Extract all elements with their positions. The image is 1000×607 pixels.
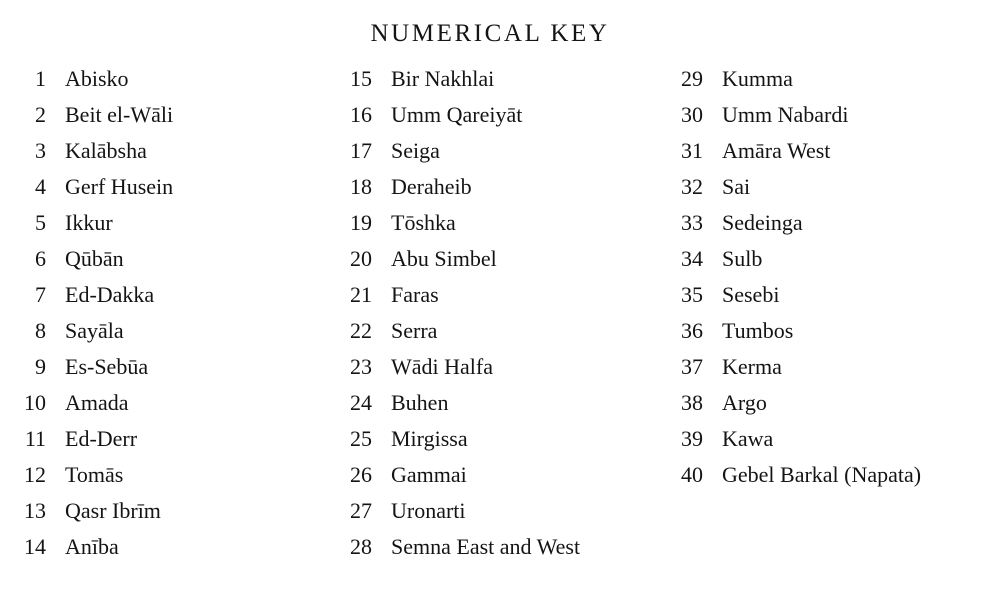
key-entry [326, 61, 580, 97]
entry-number: 17 [350, 138, 372, 163]
entry-site-name: Deraheib [391, 174, 472, 199]
entry-number: 40 [681, 462, 703, 487]
key-column-1 [0, 61, 173, 565]
entry-number: 18 [350, 174, 372, 199]
key-entry [657, 205, 921, 241]
key-entry [326, 457, 580, 493]
entry-site-name: Tōshka [391, 210, 456, 235]
entry-number: 32 [681, 174, 703, 199]
key-entry [0, 61, 173, 97]
entry-site-name: Serra [391, 318, 438, 343]
entry-number: 19 [350, 210, 372, 235]
key-entry [0, 493, 173, 529]
entry-number: 26 [350, 462, 372, 487]
entry-number: 15 [350, 66, 372, 91]
entry-number: 12 [24, 462, 46, 487]
key-entry [657, 385, 921, 421]
entry-number: 6 [35, 246, 46, 271]
entry-number: 28 [350, 534, 372, 559]
key-entry [0, 313, 173, 349]
entry-site-name: Sai [722, 174, 751, 199]
key-entry [326, 421, 580, 457]
entry-number: 10 [24, 390, 46, 415]
entry-site-name: Kerma [722, 354, 782, 379]
entry-number: 3 [35, 138, 46, 163]
key-entry [0, 457, 173, 493]
key-entry [0, 529, 173, 565]
key-entry [0, 241, 173, 277]
entry-number: 23 [350, 354, 372, 379]
entry-number: 37 [681, 354, 703, 379]
entry-site-name: Gerf Husein [65, 174, 174, 199]
entry-number: 11 [24, 426, 46, 451]
entry-number: 20 [350, 246, 372, 271]
entry-site-name: Umm Qareiyāt [391, 102, 523, 127]
entry-number: 39 [681, 426, 703, 451]
entry-number: 9 [35, 354, 46, 379]
key-entry [326, 169, 580, 205]
entry-number: 22 [350, 318, 372, 343]
entry-site-name: Wādi Halfa [391, 354, 493, 379]
key-column-2 [326, 61, 580, 565]
entry-site-name: Abu Simbel [391, 246, 497, 271]
page-title: NUMERICAL KEY [370, 20, 610, 47]
entry-site-name: Amāra West [722, 138, 831, 163]
key-entry [0, 277, 173, 313]
entry-number: 16 [350, 102, 372, 127]
entry-site-name: Sulb [722, 246, 763, 271]
key-entry [326, 529, 580, 565]
key-entry [0, 385, 173, 421]
entry-number: 33 [681, 210, 703, 235]
entry-site-name: Sedeinga [722, 210, 803, 235]
key-entry [0, 133, 173, 169]
entry-number: 13 [24, 498, 46, 523]
entry-site-name: Ed-Derr [65, 426, 138, 451]
entry-site-name: Abisko [65, 66, 129, 91]
entry-site-name: Qasr Ibrīm [65, 498, 161, 523]
entry-site-name: Mirgissa [391, 426, 468, 451]
entry-site-name: Gebel Barkal (Napata) [722, 462, 922, 487]
key-entry [326, 385, 580, 421]
key-entry [326, 493, 580, 529]
entry-number: 35 [681, 282, 703, 307]
entry-site-name: Amada [65, 390, 129, 415]
entry-number: 34 [681, 246, 703, 271]
key-entry [657, 313, 921, 349]
entry-number: 21 [350, 282, 372, 307]
entry-number: 25 [350, 426, 372, 451]
entry-site-name: Kawa [722, 426, 774, 451]
key-entry [326, 277, 580, 313]
entry-site-name: Ikkur [65, 210, 113, 235]
key-entry [326, 349, 580, 385]
entry-site-name: Tumbos [722, 318, 794, 343]
entry-site-name: Es-Sebūa [65, 354, 149, 379]
entry-site-name: Tomās [65, 462, 124, 487]
entry-site-name: Ed-Dakka [65, 282, 155, 307]
key-entry [0, 205, 173, 241]
entry-site-name: Argo [722, 390, 767, 415]
entry-number: 36 [681, 318, 703, 343]
entry-site-name: Kumma [722, 66, 793, 91]
key-entry [657, 241, 921, 277]
entry-site-name: Faras [391, 282, 439, 307]
entry-number: 14 [24, 534, 46, 559]
key-entry [0, 349, 173, 385]
entry-site-name: Seiga [391, 138, 440, 163]
key-entry [0, 97, 173, 133]
entry-site-name: Bir Nakhlai [391, 66, 495, 91]
key-entry [657, 421, 921, 457]
entry-number: 27 [350, 498, 372, 523]
key-entry [657, 169, 921, 205]
entry-number: 1 [35, 66, 46, 91]
key-entry [0, 169, 173, 205]
key-column-3 [657, 61, 921, 493]
entry-site-name: Anība [65, 534, 119, 559]
entry-site-name: Uronarti [391, 498, 466, 523]
key-entry [657, 61, 921, 97]
entry-number: 4 [35, 174, 46, 199]
entry-site-name: Beit el-Wāli [65, 102, 174, 127]
entry-number: 38 [681, 390, 703, 415]
entry-site-name: Qūbān [65, 246, 124, 271]
entry-site-name: Sayāla [65, 318, 124, 343]
key-entry [657, 277, 921, 313]
entry-site-name: Buhen [391, 390, 449, 415]
key-entry [326, 97, 580, 133]
key-entry [326, 313, 580, 349]
key-entry [0, 421, 173, 457]
entry-number: 30 [681, 102, 703, 127]
key-entry [657, 349, 921, 385]
entry-number: 29 [681, 66, 703, 91]
key-entry [326, 241, 580, 277]
key-entry [326, 205, 580, 241]
entry-site-name: Kalābsha [65, 138, 147, 163]
entry-number: 24 [350, 390, 372, 415]
entry-number: 31 [681, 138, 703, 163]
entry-number: 7 [35, 282, 46, 307]
entry-number: 8 [35, 318, 46, 343]
key-entry [657, 133, 921, 169]
entry-site-name: Semna East and West [391, 534, 581, 559]
entry-number: 5 [35, 210, 46, 235]
entry-site-name: Gammai [391, 462, 467, 487]
key-entry [657, 457, 921, 493]
entry-number: 2 [35, 102, 46, 127]
entry-site-name: Sesebi [722, 282, 780, 307]
key-entry [657, 97, 921, 133]
entry-site-name: Umm Nabardi [722, 102, 849, 127]
key-entry [326, 133, 580, 169]
